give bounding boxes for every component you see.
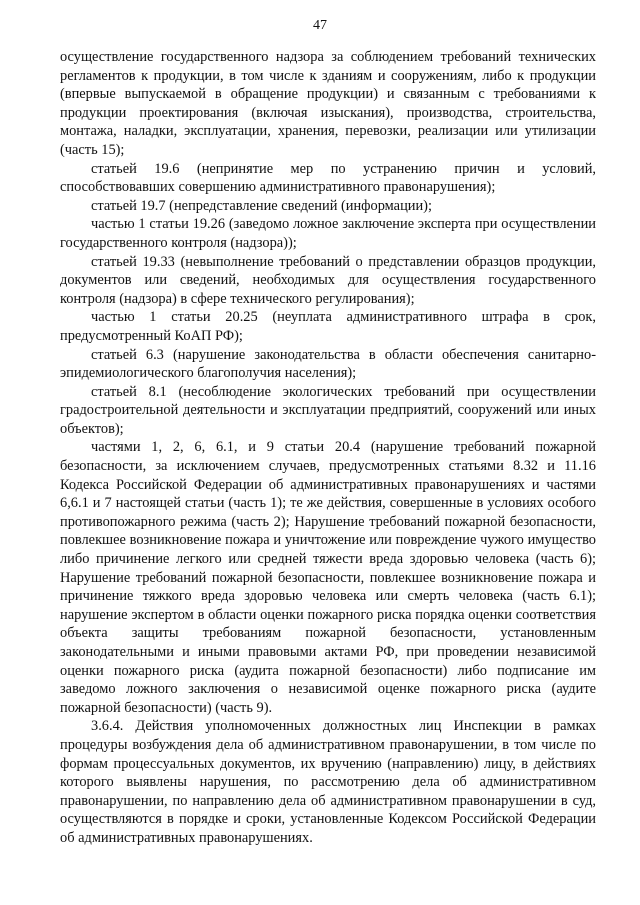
paragraph-article-19-6: статьей 19.6 (непринятие мер по устранению причин и условий, способствовавших совершению административного правонарушения);: [60, 160, 596, 196]
paragraph-continuation: осуществление государственного надзора за соблюдением требований технических регламентов к продукции, в том числе к зданиям и сооружениям, либо к продукции (впервые выпускаемой в обращение продукции) и связанным с требованиями к продукции проектирования (включая изыскания), производства, строительства, монтажа, наладки, эксплуатации, хранения, перевозки, реализации или утилизации (часть 15);: [60, 49, 596, 158]
paragraph-article-19-26: частью 1 статьи 19.26 (заведомо ложное заключение эксперта при осуществлении государственного контроля (надзора));: [60, 216, 596, 251]
paragraph-section-3-6-4: 3.6.4. Действия уполномоченных должностных лиц Инспекции в рамках процедуры возбуждения дела об административном правонарушении, в том числе по формам процессуальных документов, их вручению (направлению) лицу, в действиях которого выявлены нарушения, по рассмотрению дела об административном правонарушении, по направлению дела об административном правонарушении в суд, осуществляются в порядке и сроки, установленные Кодексом Российской Федерации об административных правонарушениях.: [60, 718, 596, 846]
document-body: [60, 48, 596, 848]
paragraph-article-20-25: частью 1 статьи 20.25 (неуплата административного штрафа в срок, предусмотренный КоАП РФ);: [60, 309, 596, 344]
paragraph-article-19-33: статьей 19.33 (невыполнение требований о представлении образцов продукции, документов или сведений, необходимых для осуществления государственного контроля (надзора) в сфере технического регулирования);: [60, 253, 596, 307]
paragraph-article-6-3: статьей 6.3 (нарушение законодательства в области обеспечения санитарно-эпидемиологического благополучия населения);: [60, 346, 596, 382]
paragraph-article-19-7: статьей 19.7 (непредставление сведений (информации);: [91, 197, 432, 214]
paragraph-article-8-1: статьей 8.1 (несоблюдение экологических требований при осуществлении градостроительной деятельности и эксплуатации предприятий, сооружений или иных объектов);: [60, 383, 596, 437]
paragraph-article-20-4: частями 1, 2, 6, 6.1, и 9 статьи 20.4 (нарушение требований пожарной безопасности, за исключением случаев, предусмотренных статьями 8.32 и 11.16 Кодекса Российской Федерации об административных правонарушениях и частями 6,6.1 и 7 настоящей статьи (часть 1); те же действия, совершенные в условиях особого противопожарного режима (часть 2); Нарушение требований пожарной безопасности, повлекшее возникновение пожара и уничтожение или повреждение чужого имущество либо причинение легкого или средней тяжести вреда здоровью человека (часть 6); Нарушение требований пожарной безопасности, повлекшее возникновение пожара и причинение тяжкого вреда здоровью человека или смерть человека (часть 6.1); нарушение экспертом в области оценки пожарного риска порядка оценки соответствия объекта защиты требованиям пожарной безопасности, установленным законодательными и иными правовыми актами РФ, при проведении независимой оценки пожарного риска (аудита пожарной безопасности) либо подписание им заведомо ложного заключения о независимой оценке пожарного риска (аудите пожарной безопасности) (часть 9).: [60, 439, 596, 716]
page-number: 47: [313, 18, 327, 33]
